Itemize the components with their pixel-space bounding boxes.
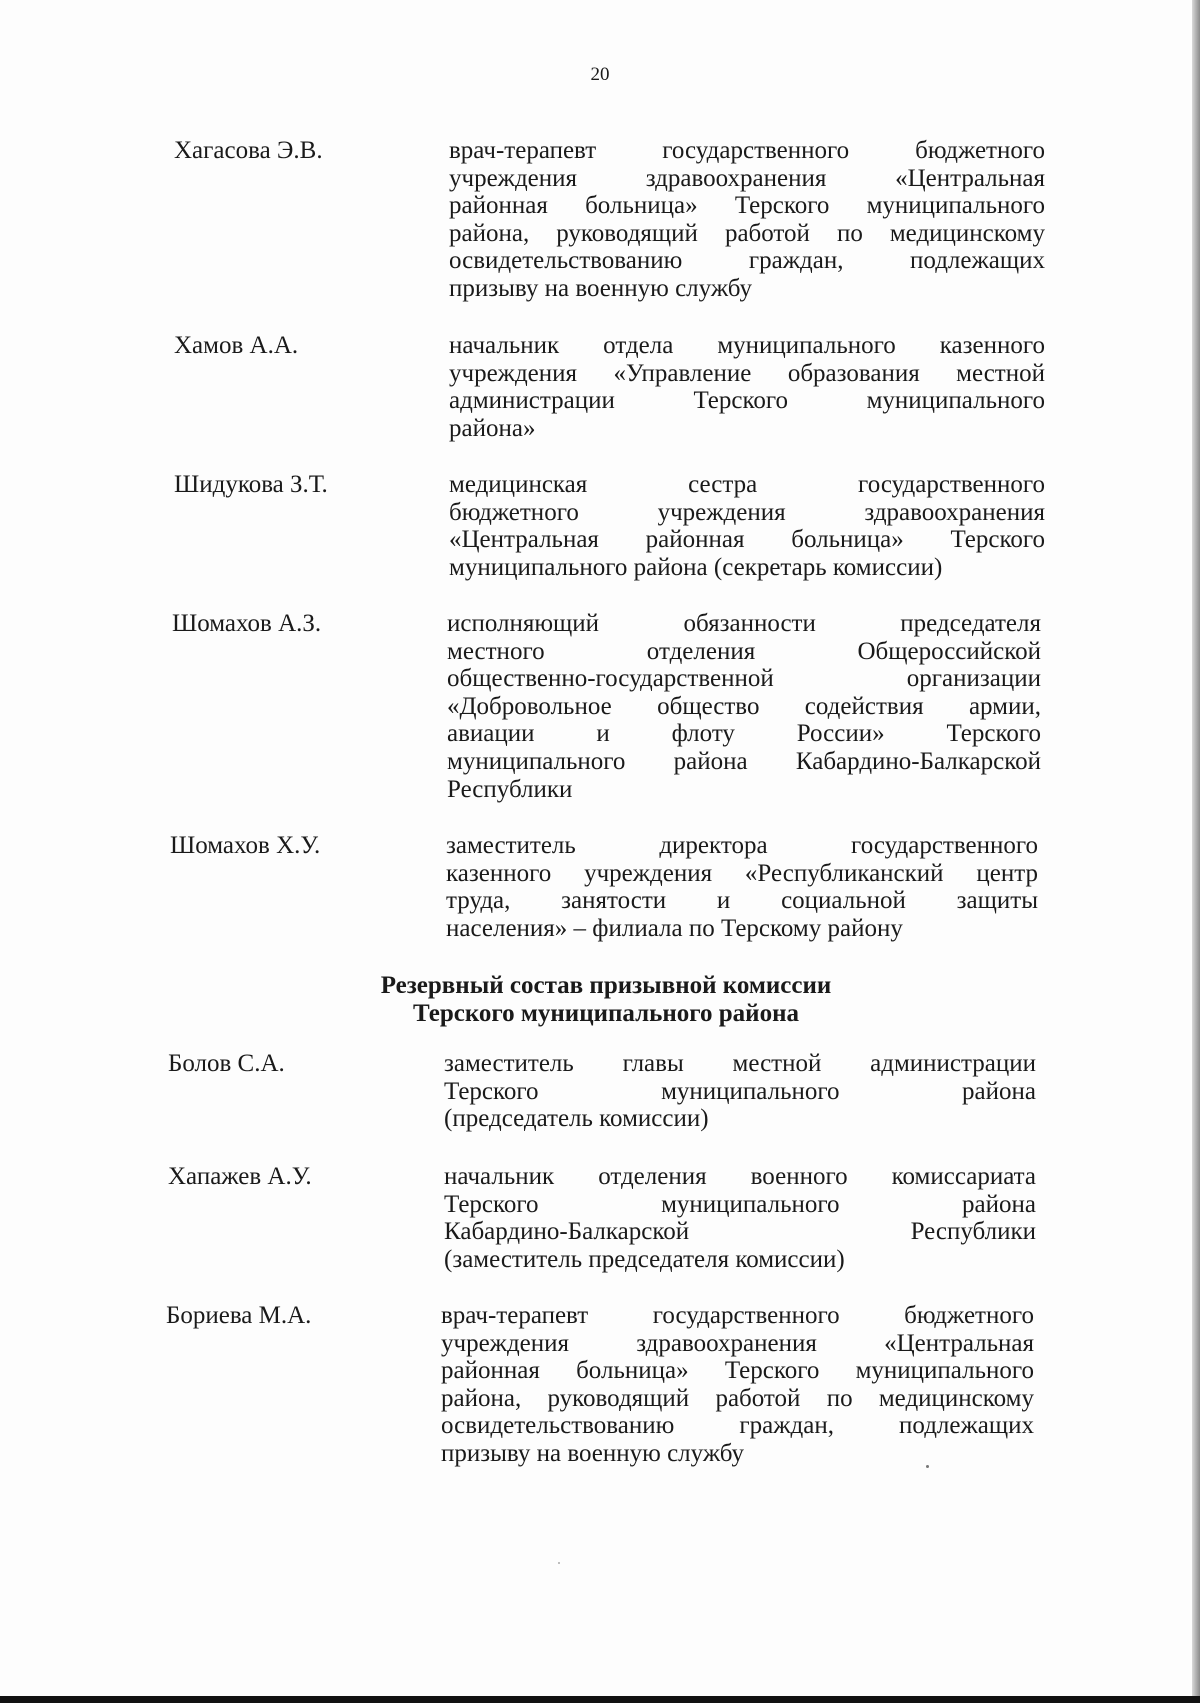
role-line: учреждения здравоохранения «Центральная (449, 164, 1045, 192)
scan-speck (558, 1562, 560, 1564)
scan-right-edge (1192, 0, 1200, 1703)
member-role (444, 1050, 1036, 1133)
role-line: районная больница» Терского муниципального (441, 1357, 1034, 1385)
reserve-section-heading (0, 972, 1200, 1028)
member-name: Хамов А.А. (174, 332, 299, 359)
role-line: освидетельствованию граждан, подлежащих (449, 247, 1045, 275)
role-line: общественно-государственной организации (447, 665, 1041, 693)
member-name: Шидукова З.Т. (174, 471, 328, 498)
role-line: авиации и флоту России» Терского (447, 720, 1041, 748)
member-name: Болов С.А. (168, 1050, 285, 1077)
member-role (447, 610, 1041, 803)
heading-line: Резервный состав призывной комиссии (380, 972, 832, 999)
role-line: призыву на военную службу (449, 274, 753, 302)
role-line: заместитель директора государственного (446, 832, 1038, 859)
role-line: исполняющий обязанности председателя (447, 610, 1041, 637)
role-line: труда, занятости и социальной защиты (446, 887, 1038, 915)
role-line: Терского муниципального района (444, 1077, 1036, 1105)
member-role (444, 1163, 1036, 1273)
role-line: начальник отделения военного комиссариата (444, 1163, 1036, 1190)
role-line: «Центральная районная больница» Терского (449, 526, 1045, 554)
role-line: администрации Терского муниципального (449, 387, 1045, 415)
role-line: (председатель комиссии) (444, 1105, 709, 1133)
member-name: Шомахов А.З. (172, 610, 322, 637)
page-number: 20 (590, 64, 610, 85)
role-line: начальник отдела муниципального казенного (449, 332, 1045, 359)
role-line: «Добровольное общество содействия армии, (447, 692, 1041, 720)
role-line: врач-терапевт государственного бюджетного (449, 137, 1045, 164)
role-line: учреждения «Управление образования местной (449, 359, 1045, 387)
role-line: призыву на военную службу (441, 1439, 745, 1467)
member-role (446, 832, 1038, 942)
scan-bottom-edge (0, 1696, 1200, 1703)
role-line: врач-терапевт государственного бюджетного (441, 1302, 1034, 1329)
role-line: муниципального района (секретарь комиссии) (449, 553, 943, 581)
role-line: района, руководящий работой по медицинскому (449, 219, 1045, 247)
role-line: учреждения здравоохранения «Центральная (441, 1329, 1034, 1357)
role-line: местного отделения Общероссийской (447, 637, 1041, 665)
role-line: медицинская сестра государственного (449, 471, 1045, 498)
role-line: (заместитель председателя комиссии) (444, 1245, 845, 1273)
member-role (441, 1302, 1034, 1468)
role-line: районная больница» Терского муниципального (449, 192, 1045, 220)
role-line: освидетельствованию граждан, подлежащих (441, 1412, 1034, 1440)
member-name: Бориева М.А. (166, 1302, 312, 1329)
role-line: района» (449, 414, 536, 442)
role-line: Республики (447, 775, 573, 803)
member-role (449, 137, 1045, 303)
member-role (449, 332, 1045, 442)
role-line: казенного учреждения «Республиканский центр (446, 859, 1038, 887)
member-name: Хапажев А.У. (168, 1163, 312, 1190)
member-name: Хагасова Э.В. (174, 137, 323, 164)
heading-line: Терского муниципального района (413, 1000, 799, 1027)
role-line: населения» – филиала по Терскому району (446, 914, 903, 942)
role-line: Кабардино-Балкарской Республики (444, 1218, 1036, 1246)
member-role (449, 471, 1045, 581)
role-line: бюджетного учреждения здравоохранения (449, 498, 1045, 526)
scan-speck (926, 1465, 929, 1468)
role-line: Терского муниципального района (444, 1190, 1036, 1218)
member-name: Шомахов Х.У. (170, 832, 321, 859)
role-line: заместитель главы местной администрации (444, 1050, 1036, 1077)
role-line: района, руководящий работой по медицинскому (441, 1384, 1034, 1412)
role-line: муниципального района Кабардино-Балкарской (447, 747, 1041, 775)
